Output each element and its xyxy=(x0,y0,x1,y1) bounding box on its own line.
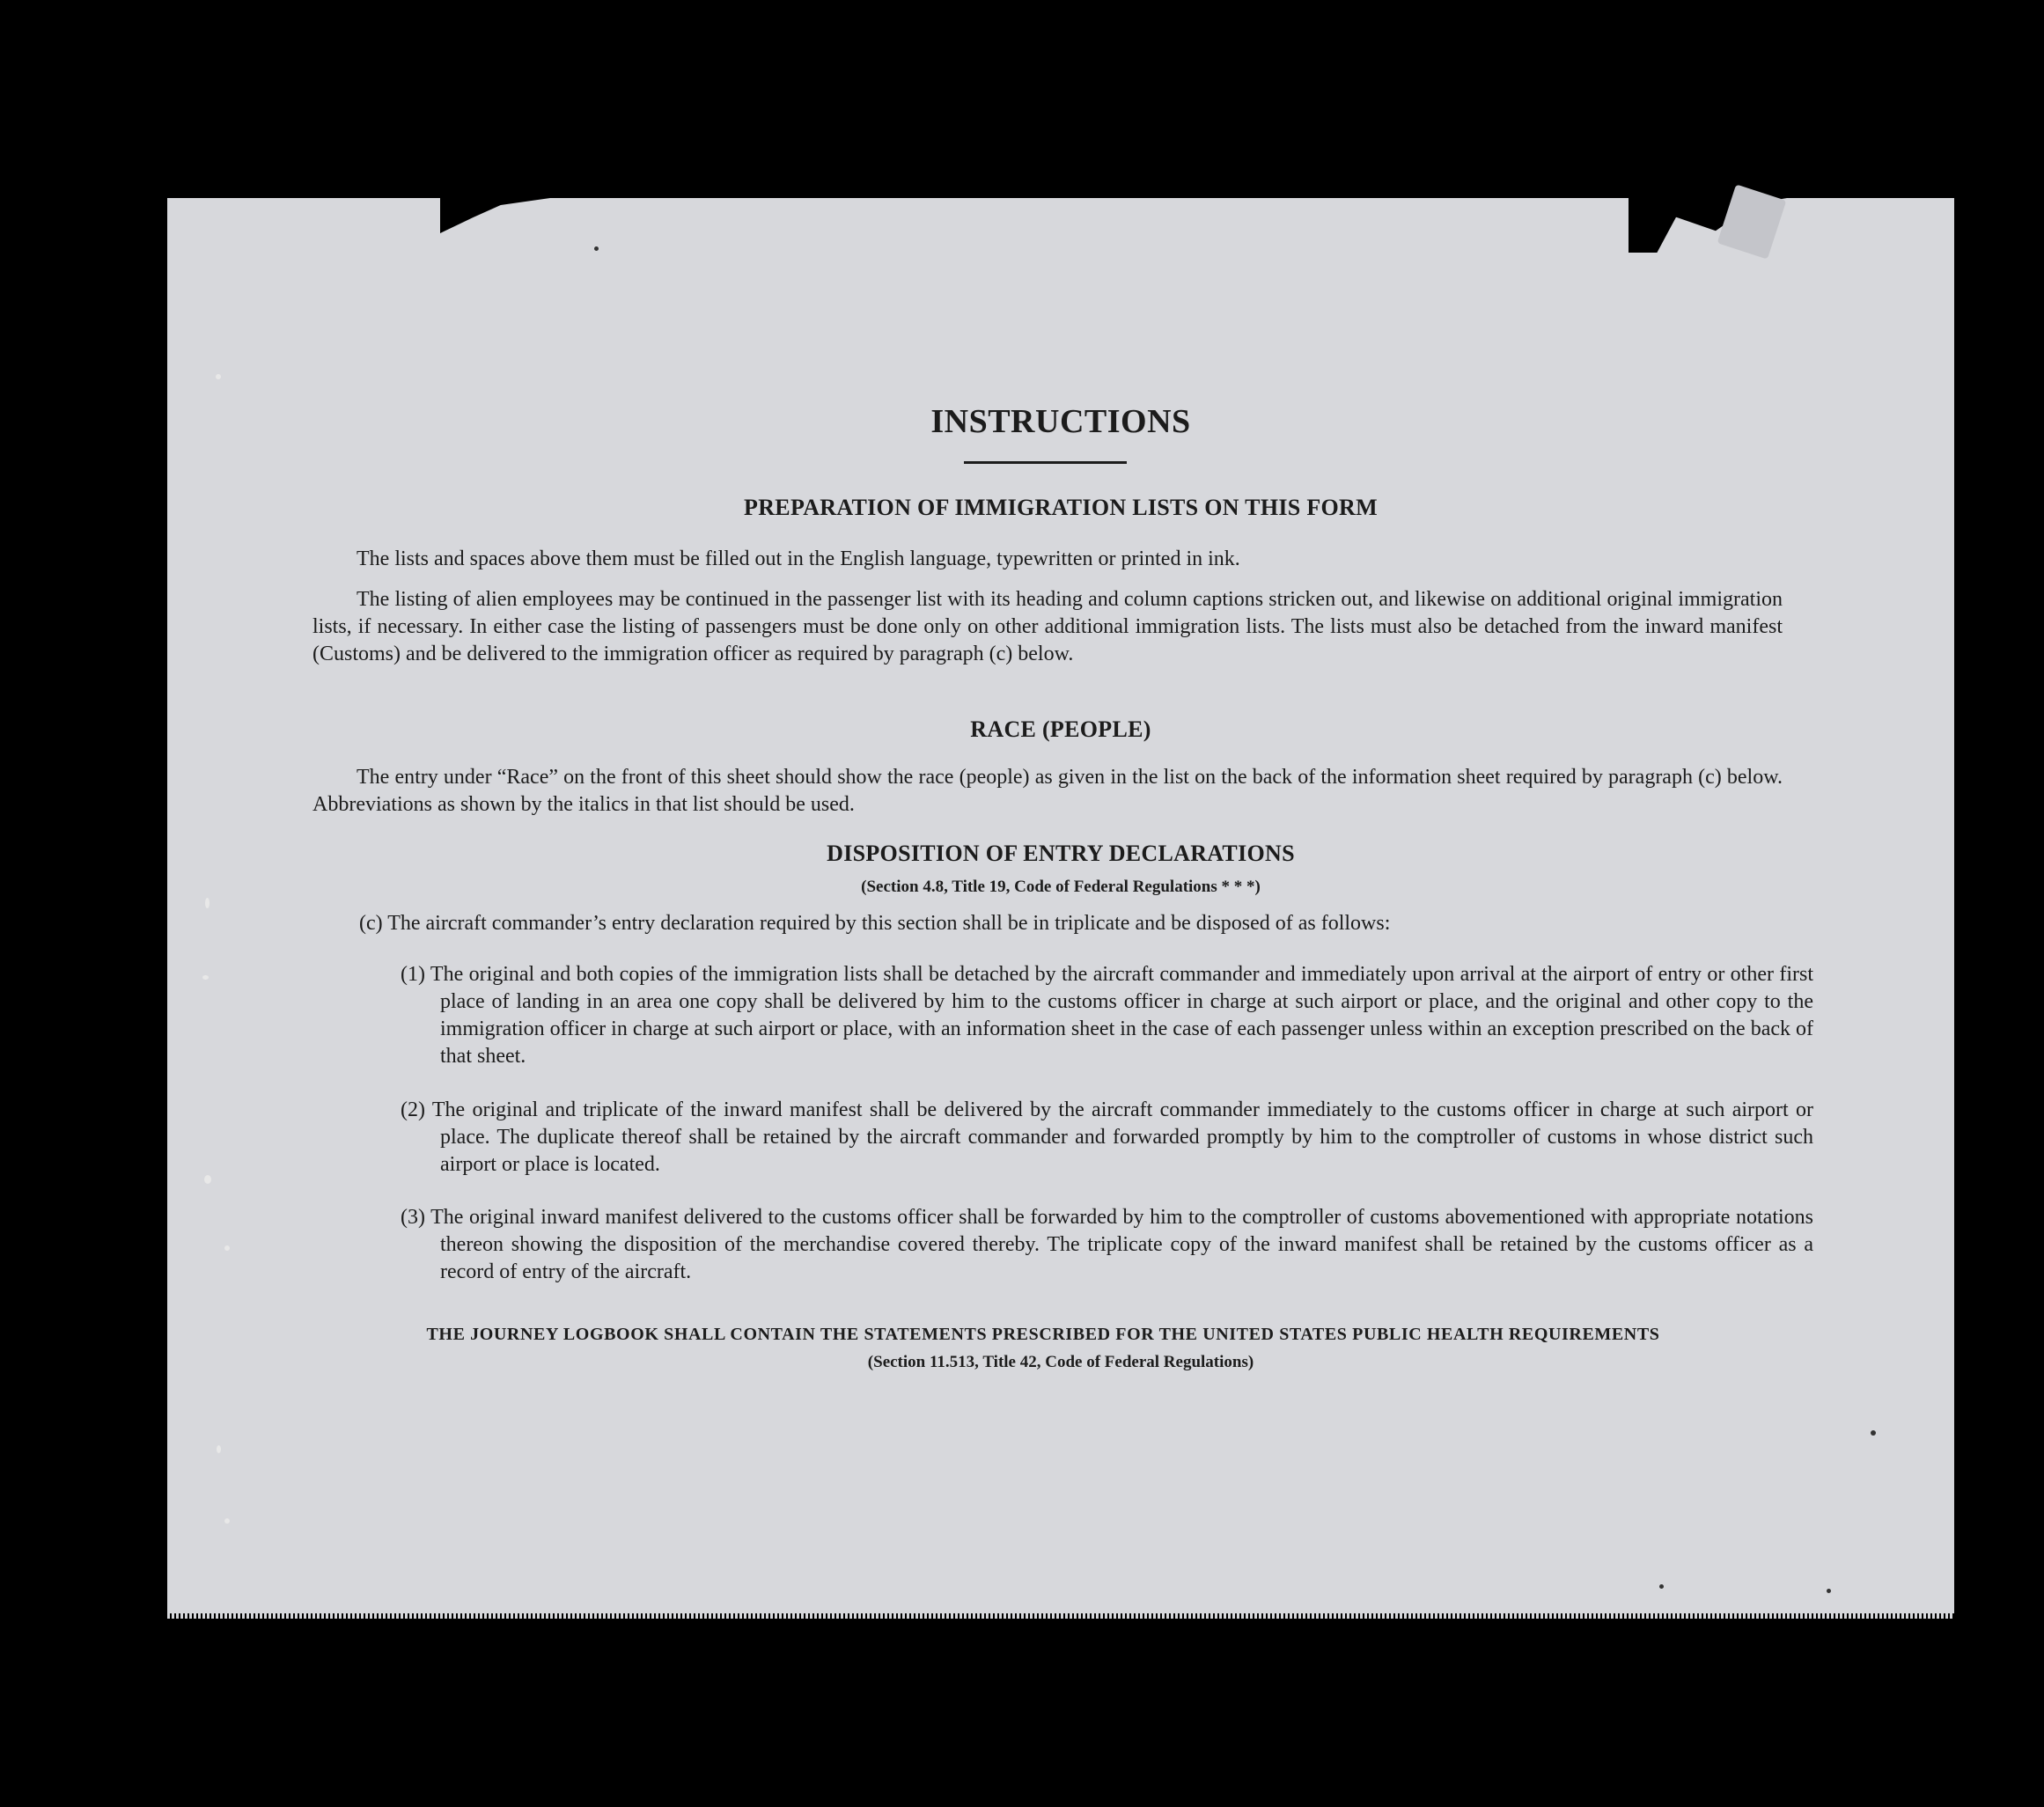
ink-speck xyxy=(1659,1584,1664,1589)
disposition-subheading: (Section 4.8, Title 19, Code of Federal Regulations * * *) xyxy=(861,878,1261,896)
film-speck xyxy=(224,1245,230,1251)
disposition-item-3: (3) The original inward manifest delivered to the customs officer shall be forwarded by him to the comptroller of customs abovementioned with appropriate notations thereon showing the disposition of the merchandise covered thereby. The triplicate copy of the inward manifest shall be retained by the customs officer as a record of entry of the aircraft. xyxy=(401,1206,1813,1283)
page-title: INSTRUCTIONS xyxy=(930,403,1191,440)
race-paragraph: The entry under “Race” on the front of this sheet should show the race (people) as given in the list on the back of the information sheet required by paragraph (c) below. Abbreviations as shown by the italics in that list should be used. xyxy=(312,766,1783,816)
film-speck xyxy=(217,1445,221,1453)
ink-speck xyxy=(1827,1589,1831,1593)
folded-corner xyxy=(1717,184,1787,259)
disposition-intro: (c) The aircraft commander’s entry declaration required by this section shall be in triplicate and be disposed of as follows: xyxy=(359,912,1391,935)
film-speck xyxy=(216,374,221,379)
document-sheet xyxy=(167,198,1954,1615)
preparation-heading: PREPARATION OF IMMIGRATION LISTS ON THIS FORM xyxy=(744,495,1378,520)
film-speck xyxy=(202,975,209,980)
disposition-item-1: (1) The original and both copies of the immigration lists shall be detached by the aircraft commander and immediately upon arrival at the airport of entry or other first place of landing in an area one copy shall be delivered by him to the customs officer in charge at such airport or place, and the original and other copy to the immigration officer in charge at such airport or place, with an information sheet in the case of each passenger unless within an exception prescribed on the back of that sheet. xyxy=(401,963,1813,1068)
race-heading: RACE (PEOPLE) xyxy=(970,716,1151,742)
film-speck xyxy=(205,898,210,908)
disposition-heading: DISPOSITION OF ENTRY DECLARATIONS xyxy=(827,841,1295,866)
perforated-edge xyxy=(167,1613,1954,1619)
logbook-statement: THE JOURNEY LOGBOOK SHALL CONTAIN THE STATEMENTS PRESCRIBED FOR THE UNITED STATES PUBLIC HEALTH REQUIREMENTS xyxy=(426,1325,1660,1344)
film-speck xyxy=(204,1175,211,1184)
torn-edge-left xyxy=(440,198,550,233)
ink-speck xyxy=(1871,1430,1876,1436)
ink-speck xyxy=(594,246,599,251)
disposition-item-2: (2) The original and triplicate of the inward manifest shall be delivered by the aircraft commander immediately to the customs officer in charge at such airport or place. The duplicate thereof shall be retained by the aircraft commander and forwarded promptly by him to the comptroller of customs in whose district such airport or place is located. xyxy=(401,1098,1813,1176)
preparation-paragraph-2: The listing of alien employees may be continued in the passenger list with its heading and column captions stricken out, and likewise on additional original immigration lists, if necessary. In either case the listing of passengers must be done only on other additional immigration lists. The lists must also be detached from the inward manifest (Customs) and be delivered to the immigration officer as required by paragraph (c) below. xyxy=(312,588,1783,665)
film-speck xyxy=(224,1518,230,1524)
preparation-paragraph-1: The lists and spaces above them must be filled out in the English language, typewritten or printed in ink. xyxy=(357,547,1240,570)
title-underline xyxy=(964,461,1127,464)
logbook-citation: (Section 11.513, Title 42, Code of Federal Regulations) xyxy=(867,1353,1254,1371)
